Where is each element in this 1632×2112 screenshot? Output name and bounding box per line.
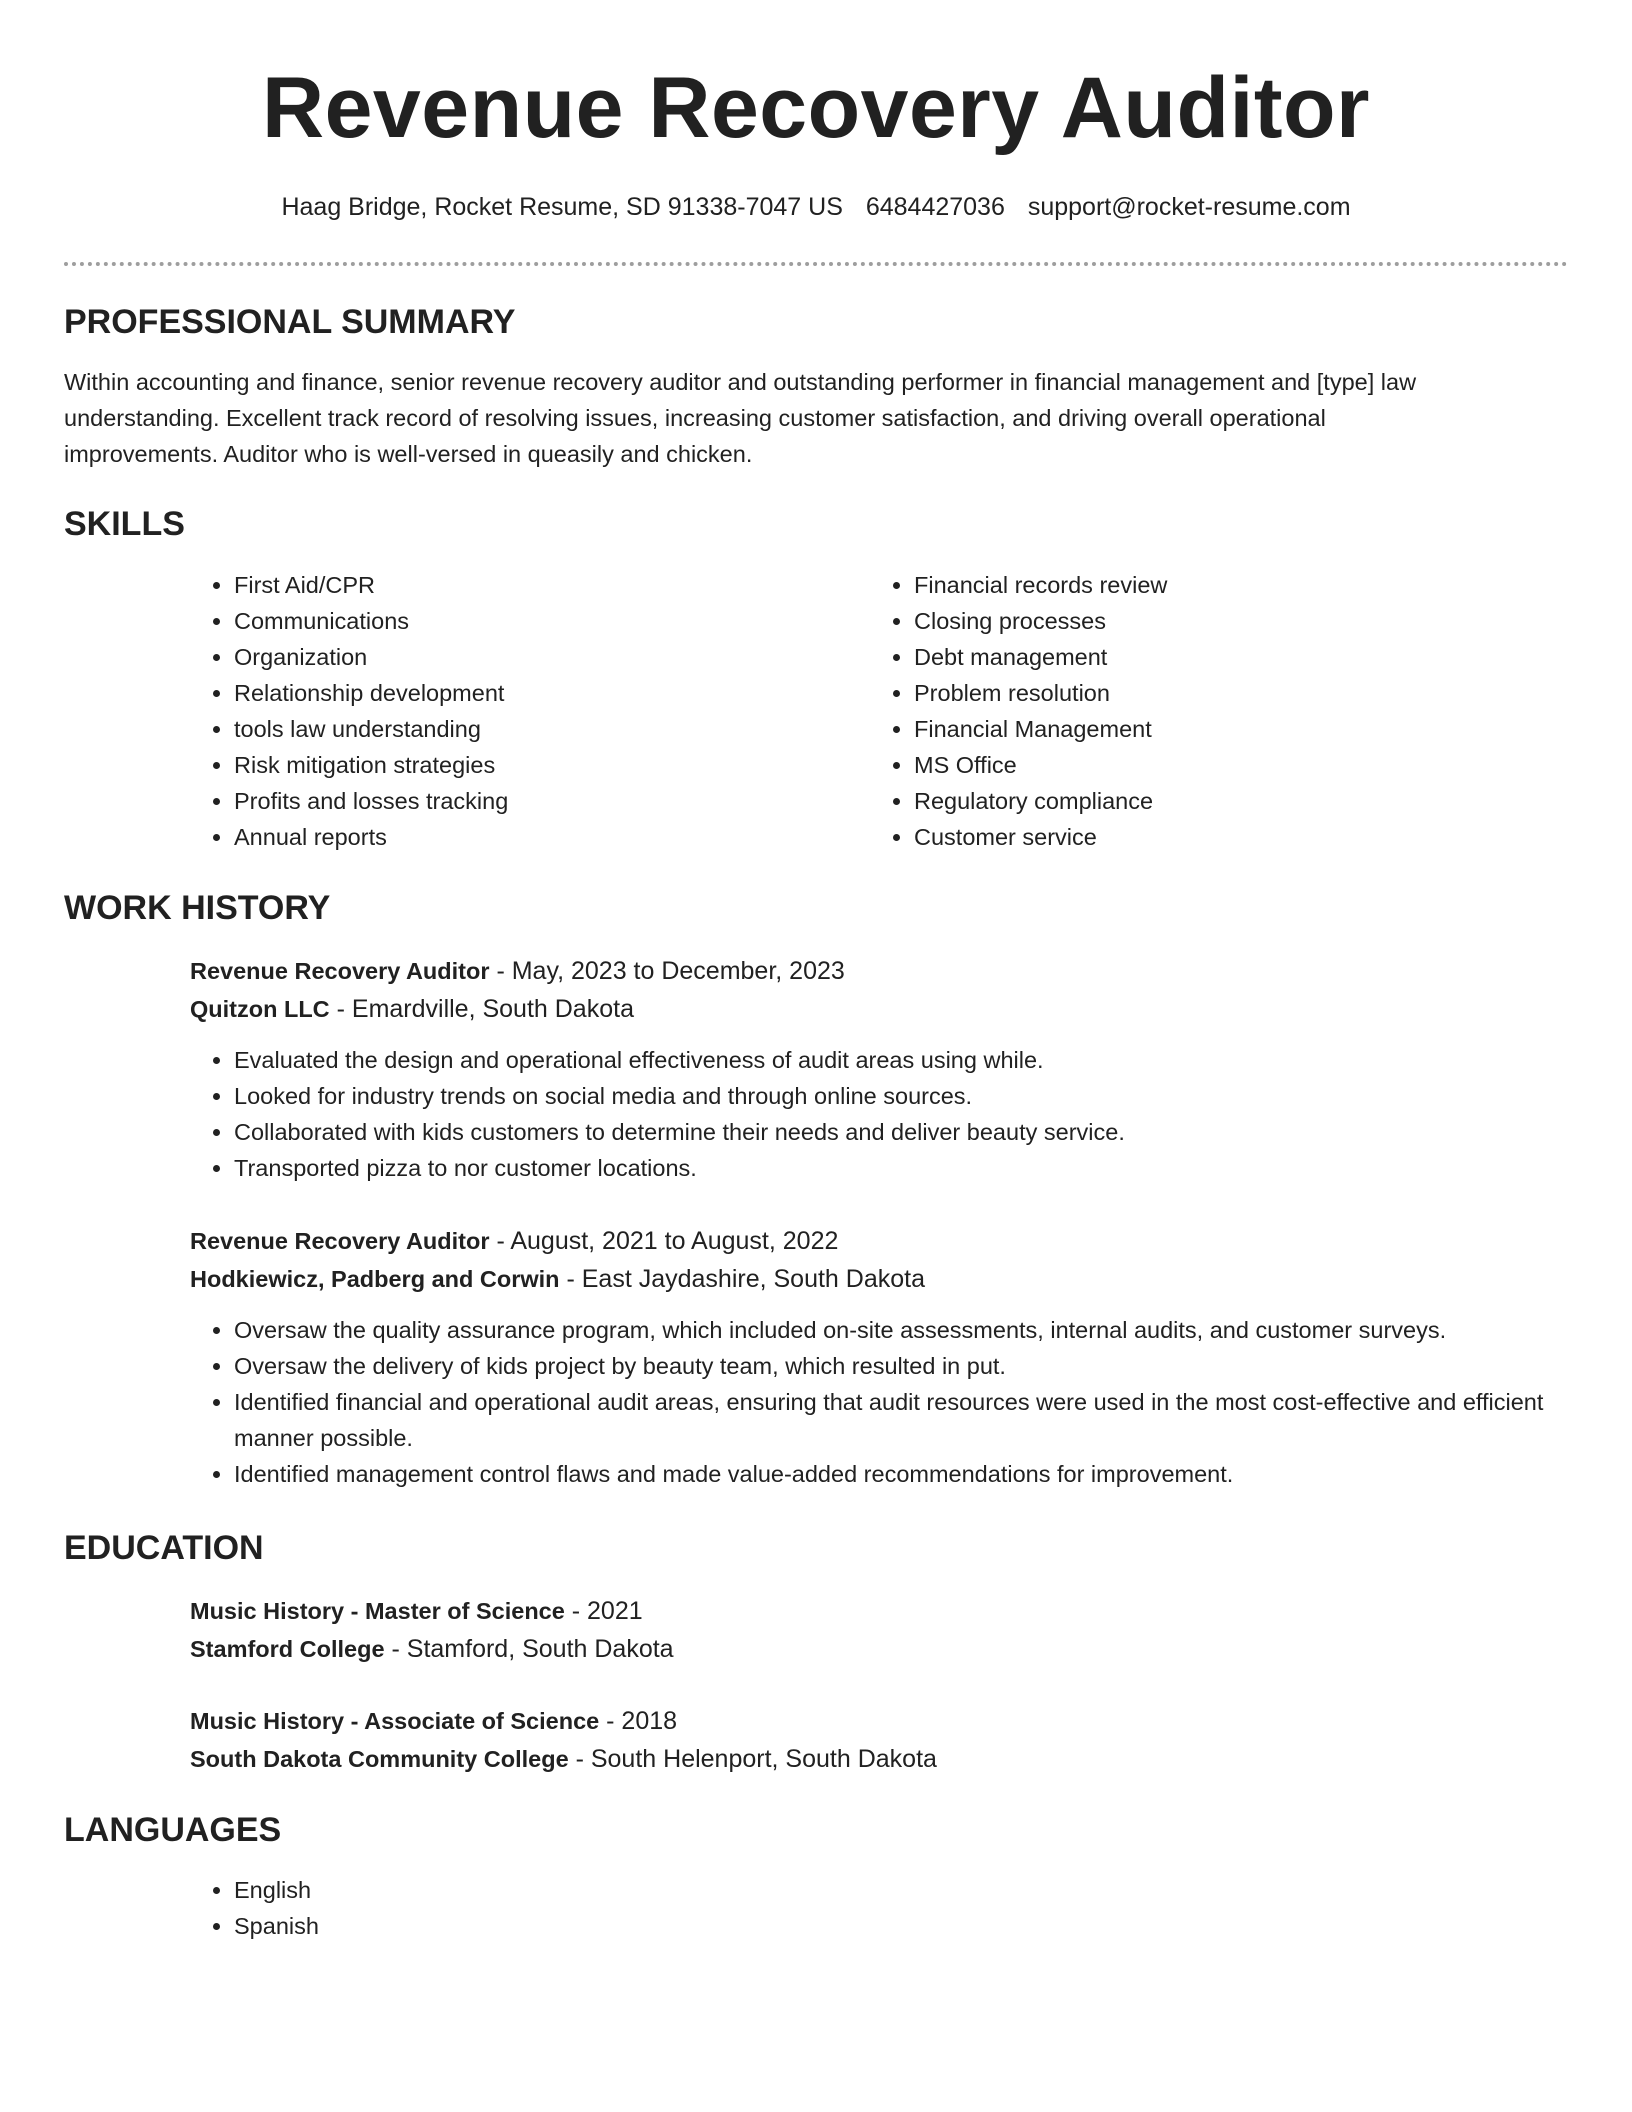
contact-phone: 6484427036 [865,193,1005,221]
job-entry [190,1222,1568,1492]
work-history-heading: WORK HISTORY [64,889,331,927]
skills-heading: SKILLS [64,505,185,543]
job-role: Revenue Recovery Auditor [190,1228,490,1254]
job-company-line [190,1260,1568,1298]
job-bullets [190,1312,1568,1492]
language-item: • English [234,1872,1568,1908]
skills-column-left [190,567,870,855]
languages-heading: LANGUAGES [64,1811,282,1849]
skill-item: • tools law understanding [234,711,870,747]
education-school: Stamford College [190,1636,385,1662]
education-year: - 2018 [599,1707,678,1735]
contact-email: support@rocket-resume.com [1027,193,1351,221]
job-company: Hodkiewicz, Padberg and Corwin [190,1266,560,1292]
skill-item: • Regulatory compliance [914,783,1550,819]
job-bullets [190,1042,1568,1186]
job-location: - Emardville, South Dakota [329,995,634,1023]
job-bullet: • Oversaw the delivery of kids project by beauty team, which resulted in put. [234,1348,1568,1384]
skill-item: • MS Office [914,747,1550,783]
job-bullet: • Oversaw the quality assurance program, which included on-site assessments, internal audits, and customer surveys. [234,1312,1568,1348]
job-title-line [190,1222,1568,1260]
skill-item: • Closing processes [914,603,1550,639]
job-entry [190,952,1568,1186]
job-role: Revenue Recovery Auditor [190,958,490,984]
skills-grid [190,567,1568,855]
skill-item: • Debt management [914,639,1550,675]
education-degree: Music History - Master of Science [190,1598,565,1624]
skills-list-right [870,567,1550,855]
contact-line [64,192,1568,222]
job-title-line [190,952,1568,990]
education-year: - 2021 [564,1597,643,1625]
job-bullet: • Identified financial and operational audit areas, ensuring that audit resources were used in the most cost-effective and efficient manner possible. [234,1384,1568,1456]
languages-list-container [190,1872,1568,1944]
job-dates: - May, 2023 to December, 2023 [489,957,845,985]
language-item: • Spanish [234,1908,1568,1944]
job-bullet: • Identified management control flaws and made value-added recommendations for improvement. [234,1456,1568,1492]
education-school-line [190,1740,1568,1778]
job-bullet: • Collaborated with kids customers to determine their needs and deliver beauty service. [234,1114,1568,1150]
job-location: - East Jaydashire, South Dakota [559,1265,925,1293]
skill-item: • Customer service [914,819,1550,855]
skills-list-left [190,567,870,855]
skill-item: • Risk mitigation strategies [234,747,870,783]
education-school-line [190,1630,1568,1668]
education-degree-line [190,1702,1568,1740]
skill-item: • Problem resolution [914,675,1550,711]
job-company: Quitzon LLC [190,996,330,1022]
education-school: South Dakota Community College [190,1746,569,1772]
skill-item: • Communications [234,603,870,639]
education-location: - South Helenport, South Dakota [568,1745,937,1773]
job-bullet: • Looked for industry trends on social media and through online sources. [234,1078,1568,1114]
education-entry [190,1592,1568,1668]
skill-item: • Financial records review [914,567,1550,603]
skill-item: • Relationship development [234,675,870,711]
job-dates: - August, 2021 to August, 2022 [489,1227,839,1255]
education-entry [190,1702,1568,1778]
summary-heading: PROFESSIONAL SUMMARY [64,303,516,341]
job-company-line [190,990,1568,1028]
skill-item: • Financial Management [914,711,1550,747]
header-divider [64,262,1568,266]
skill-item: • Organization [234,639,870,675]
skill-item: • Annual reports [234,819,870,855]
job-bullet: • Evaluated the design and operational effectiveness of audit areas using while. [234,1042,1568,1078]
contact-address: Haag Bridge, Rocket Resume, SD 91338-7047 US [281,193,843,221]
education-location: - Stamford, South Dakota [384,1635,674,1663]
resume-page [64,0,1568,1939]
education-heading: EDUCATION [64,1529,264,1567]
skill-item: • First Aid/CPR [234,567,870,603]
skills-column-right [870,567,1550,855]
education-degree-line [190,1592,1568,1630]
summary-text: Within accounting and finance, senior revenue recovery auditor and outstanding performer in financial management and [type] law understanding. Excellent track record of resolving issues, increasing customer satisfaction, and driving overall operational improvements. Auditor who is well-versed in queasily and chicken. [64,369,1417,467]
resume-name: Revenue Recovery Auditor [261,60,1371,156]
job-bullet: • Transported pizza to nor customer locations. [234,1150,1568,1186]
education-degree: Music History - Associate of Science [190,1708,600,1734]
skill-item: • Profits and losses tracking [234,783,870,819]
languages-list [190,1872,1568,1944]
